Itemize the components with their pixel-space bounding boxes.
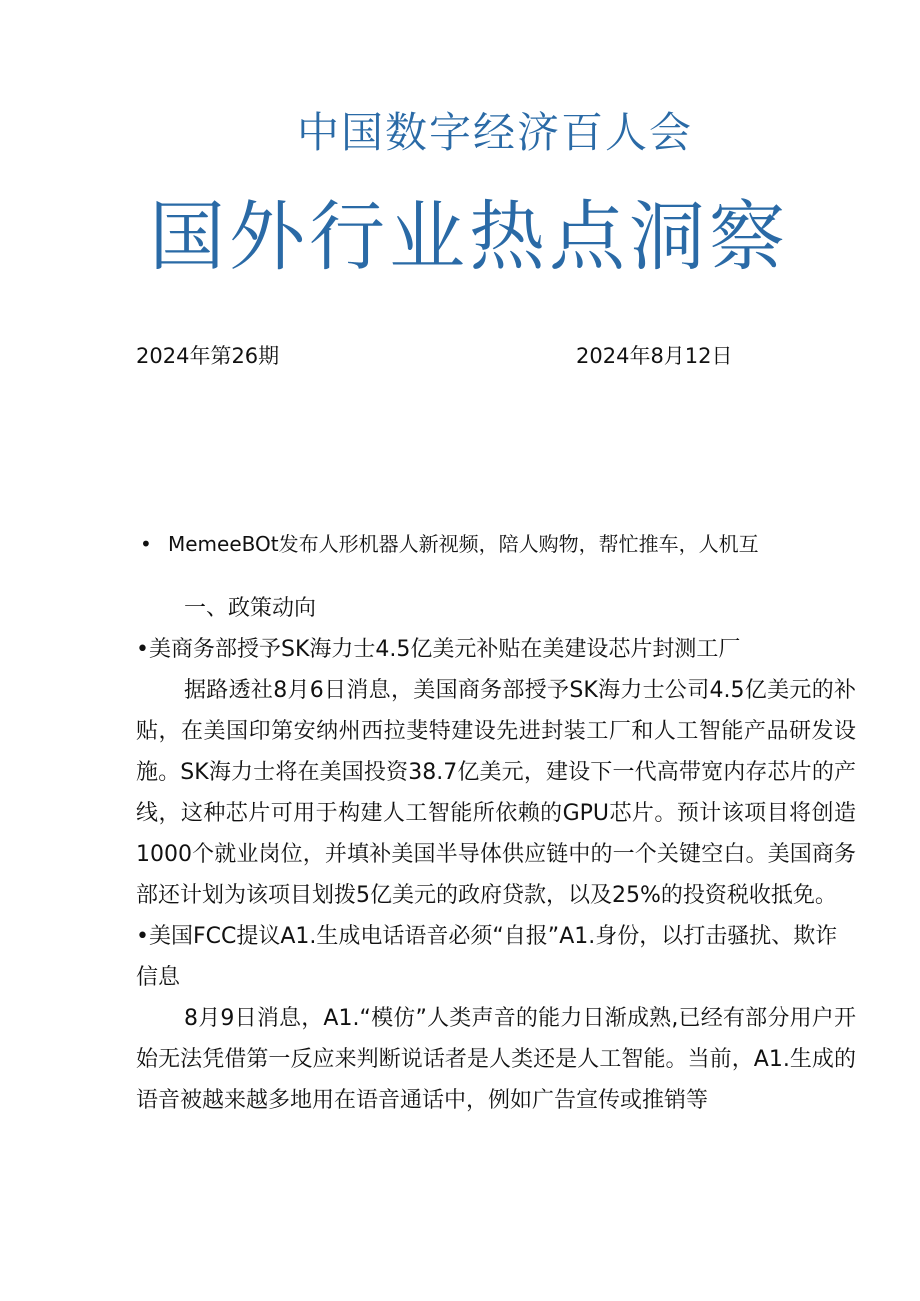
- news-paragraph-2: 8月9日消息，A1.“模仿”人类声音的能力日渐成熟,已经有部分用户开始无法凭借第一反应来判断说话者是人类还是人工智能。当前，A1.生成的语音被越来越多地用在语音通话中，例如广告宣传或推销等: [136, 1006, 856, 1113]
- issue-date: 2024年8月12日: [576, 344, 733, 368]
- toc-item[interactable]: [140, 528, 759, 557]
- news-paragraph-1: 据路透社8月6日消息，美国商务部授予SK海力士公司4.5亿美元的补贴，在美国印第安纳州西拉斐特建设先进封装工厂和人工智能产品研发设施。SK海力士将在美国投资38.7亿美元，建设下一代高带宽内存芯片的产线，这种芯片可用于构建人工智能所依赖的GPU芯片。预计该项目将创造1000个就业岗位，并填补美国半导体供应链中的一个关键空白。美国商务部还计划为该项目划拨5亿美元的政府贷款，以及25%的投资税收抵免。: [136, 678, 856, 908]
- news-headline-2: •美国FCC提议A1.生成电话语音必须“自报”A1.身份，以打击骚扰、欺诈信息: [136, 924, 838, 990]
- news-headline-1: •美商务部授予SK海力士4.5亿美元补贴在美建设芯片封测工厂: [136, 637, 741, 662]
- report-title: 国外行业热点洞察: [149, 192, 789, 281]
- toc-item-label: MemeeBOt发布人形机器人新视频，陪人购物，帮忙推车，人机互: [168, 532, 759, 556]
- bullet-icon: •: [140, 532, 152, 556]
- section-heading: 一、政策动向: [184, 596, 317, 621]
- article-body: [136, 588, 856, 1121]
- organization-name: 中国数字经济百人会: [296, 108, 693, 157]
- issue-number: 2024年第26期: [136, 344, 280, 368]
